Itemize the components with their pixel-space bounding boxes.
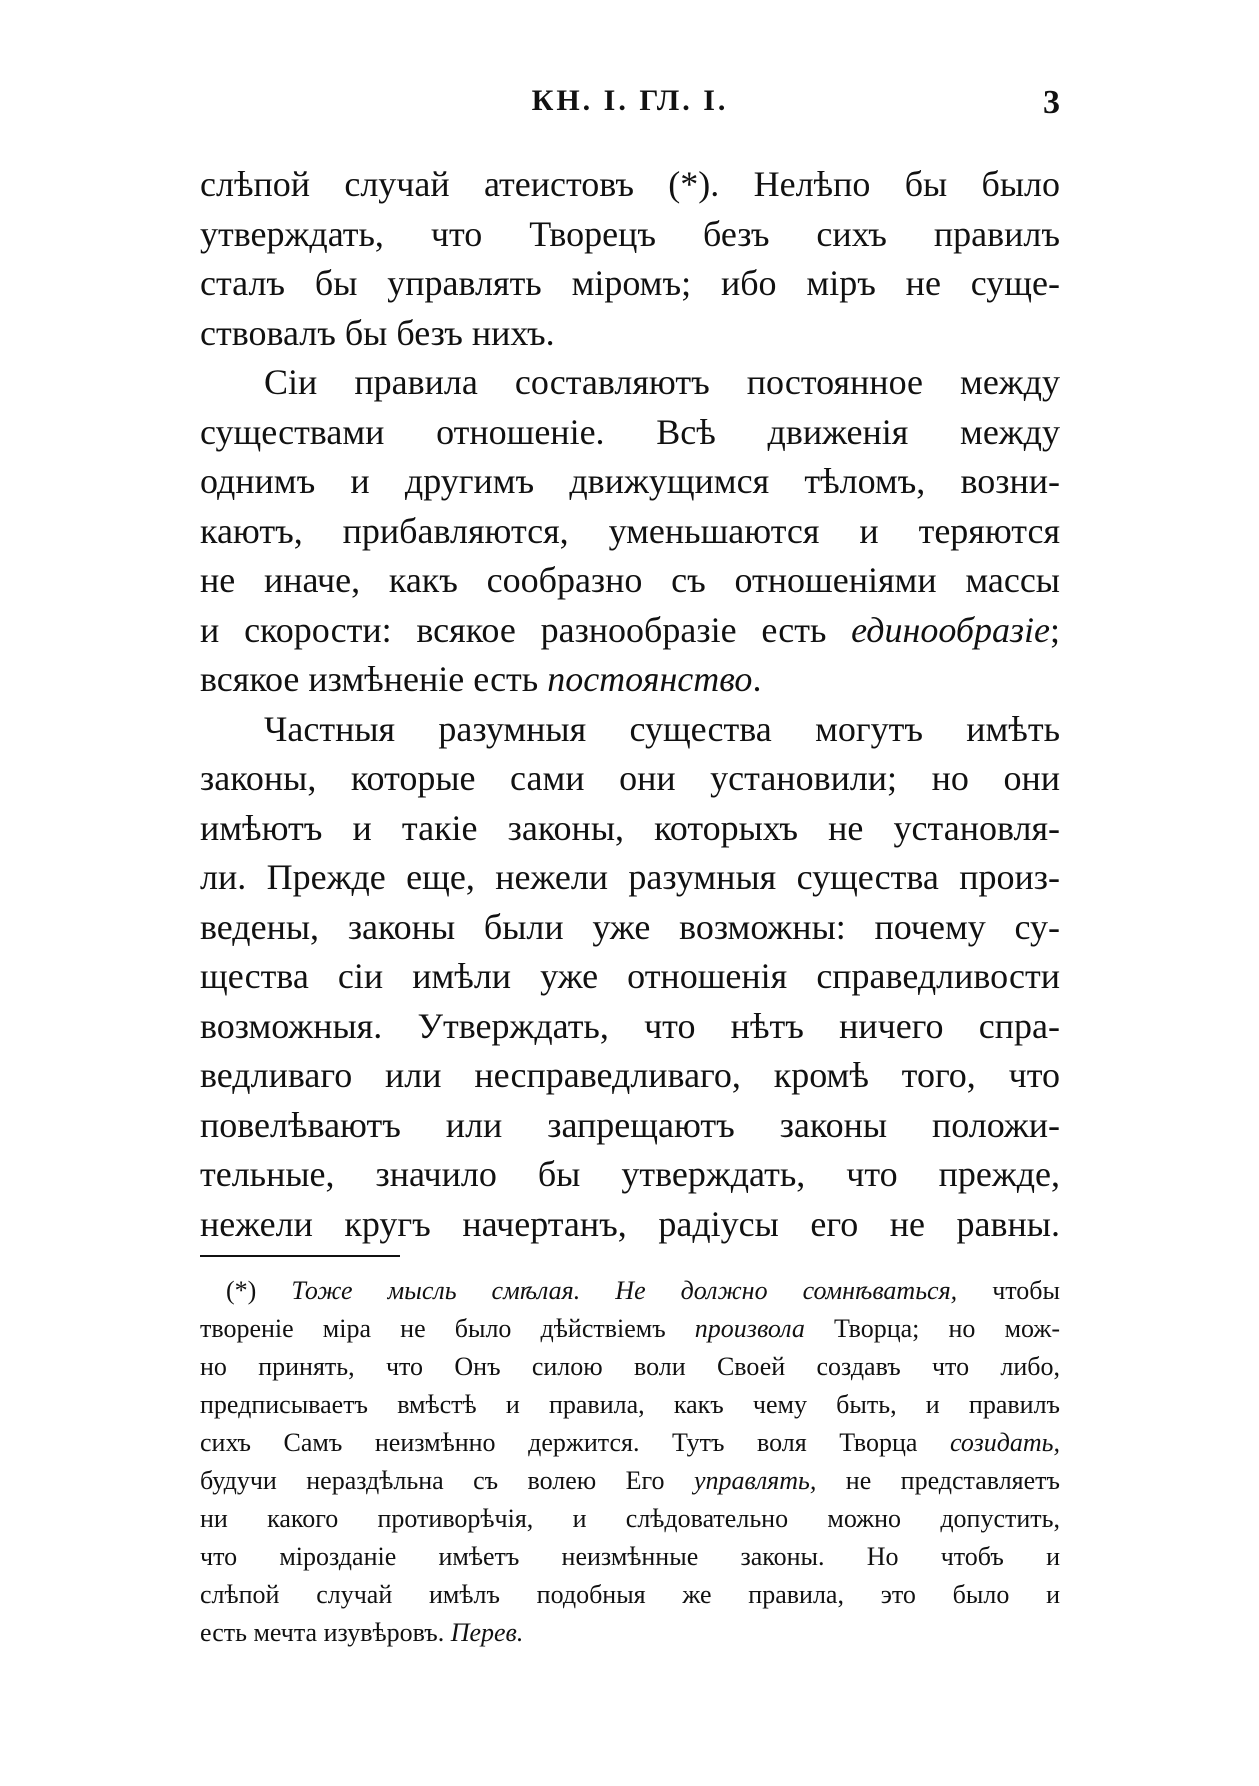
text-line: ствовалъ бы безъ нихъ. [200, 312, 555, 353]
text-line: имѣютъ и такіе законы, которыхъ не установля- [200, 807, 1060, 848]
text-line: тельные, значило бы утверждать, что прежде, [200, 1154, 1060, 1194]
italic-emphasis: Тоже мысль смѣлая. Не должно сомнѣваться, [291, 1276, 958, 1305]
footnote-line [200, 1462, 1060, 1500]
italic-emphasis: управлять, [694, 1466, 817, 1495]
text-line: каютъ, прибавляются, уменьшаются и теряются [200, 510, 1060, 551]
text-run: всякое измѣненіе есть [200, 659, 548, 699]
text-line: ли. Прежде еще, нежели разумныя существа произ- [200, 857, 1060, 897]
translator-note-signature: Перев. [450, 1618, 524, 1647]
text-run: сихъ Самъ неизмѣнно держится. Тутъ воля Творца [200, 1428, 951, 1457]
footnote-line [200, 1424, 1060, 1462]
footnote-line: что мірозданіе имѣетъ неизмѣнные законы. Но чтобъ и [200, 1542, 1060, 1571]
text-line: не иначе, какъ сообразно съ отношеніями массы [200, 560, 1060, 600]
footnote-marker: (*) [226, 1276, 292, 1305]
text-run: ; [1049, 609, 1060, 650]
text-line: слѣпой случай атеистовъ (*). Нелѣпо бы было [200, 164, 1060, 204]
italic-emphasis: произвола [694, 1314, 805, 1343]
footnote-line [200, 1310, 1060, 1348]
footnote-line [200, 1272, 1060, 1310]
text-line: Частныя разумныя существа могутъ имѣть [264, 708, 1060, 749]
text-line: утверждать, что Творецъ безъ сихъ правилъ [200, 213, 1060, 254]
italic-emphasis: созидать, [950, 1428, 1060, 1457]
footnote-line: предписываетъ вмѣстѣ и правила, какъ чему быть, и правилъ [200, 1390, 1060, 1419]
text-line [200, 606, 1060, 656]
text-line: нежели кругъ начертанъ, радіусы его не равны. [200, 1203, 1060, 1244]
text-line: сталъ бы управлять міромъ; ибо міръ не суще- [200, 263, 1060, 303]
text-line: возможныя. Утверждать, что нѣтъ ничего спра- [200, 1005, 1060, 1046]
text-run: будучи нераздѣльна съ волею Его [200, 1466, 694, 1495]
footnote-line: но принять, что Онъ силою воли Своей создавъ что либо, [200, 1352, 1060, 1381]
text-run: . [752, 659, 762, 699]
footnote-line [200, 1614, 1060, 1652]
text-line: однимъ и другимъ движущимся тѣломъ, возни- [200, 461, 1060, 501]
main-text [200, 160, 1060, 1249]
text-run: не представляетъ [816, 1466, 1060, 1495]
footnote-line: ни какого противорѣчія, и слѣдовательно можно допустить, [200, 1504, 1060, 1533]
text-line [200, 655, 1060, 705]
footnote [200, 1272, 1060, 1652]
text-line: Сіи правила составляютъ постоянное между [264, 362, 1060, 402]
text-run: и скорости: всякое разнообразіе есть [200, 609, 852, 650]
text-line: ведливаго или несправедливаго, кромѣ того, что [200, 1055, 1060, 1095]
running-head: КН. I. ГЛ. I. [531, 84, 729, 117]
text-run: чтобы [957, 1276, 1060, 1305]
footnote-line: слѣпой случай имѣлъ подобныя же правила, это было и [200, 1580, 1060, 1609]
footnote-divider [200, 1255, 400, 1257]
text-line: законы, которые сами они установили; но они [200, 758, 1060, 798]
page-number: 3 [1043, 84, 1060, 121]
text-line: существами отношеніе. Всѣ движенія между [200, 411, 1060, 452]
text-line: щества сіи имѣли уже отношенія справедливости [200, 956, 1060, 996]
italic-emphasis: единообразіе [851, 609, 1050, 650]
text-run: есть мечта изувѣровъ. [200, 1618, 451, 1647]
page-header [200, 84, 1060, 134]
italic-emphasis: постоянство [547, 659, 753, 699]
text-run: твореніе міра не было дѣйствіемъ [200, 1314, 695, 1343]
text-line: ведены, законы были уже возможны: почему су- [200, 906, 1060, 947]
text-run: Творца; но мож- [804, 1314, 1060, 1343]
text-line: повелѣваютъ или запрещаютъ законы положи- [200, 1104, 1060, 1145]
